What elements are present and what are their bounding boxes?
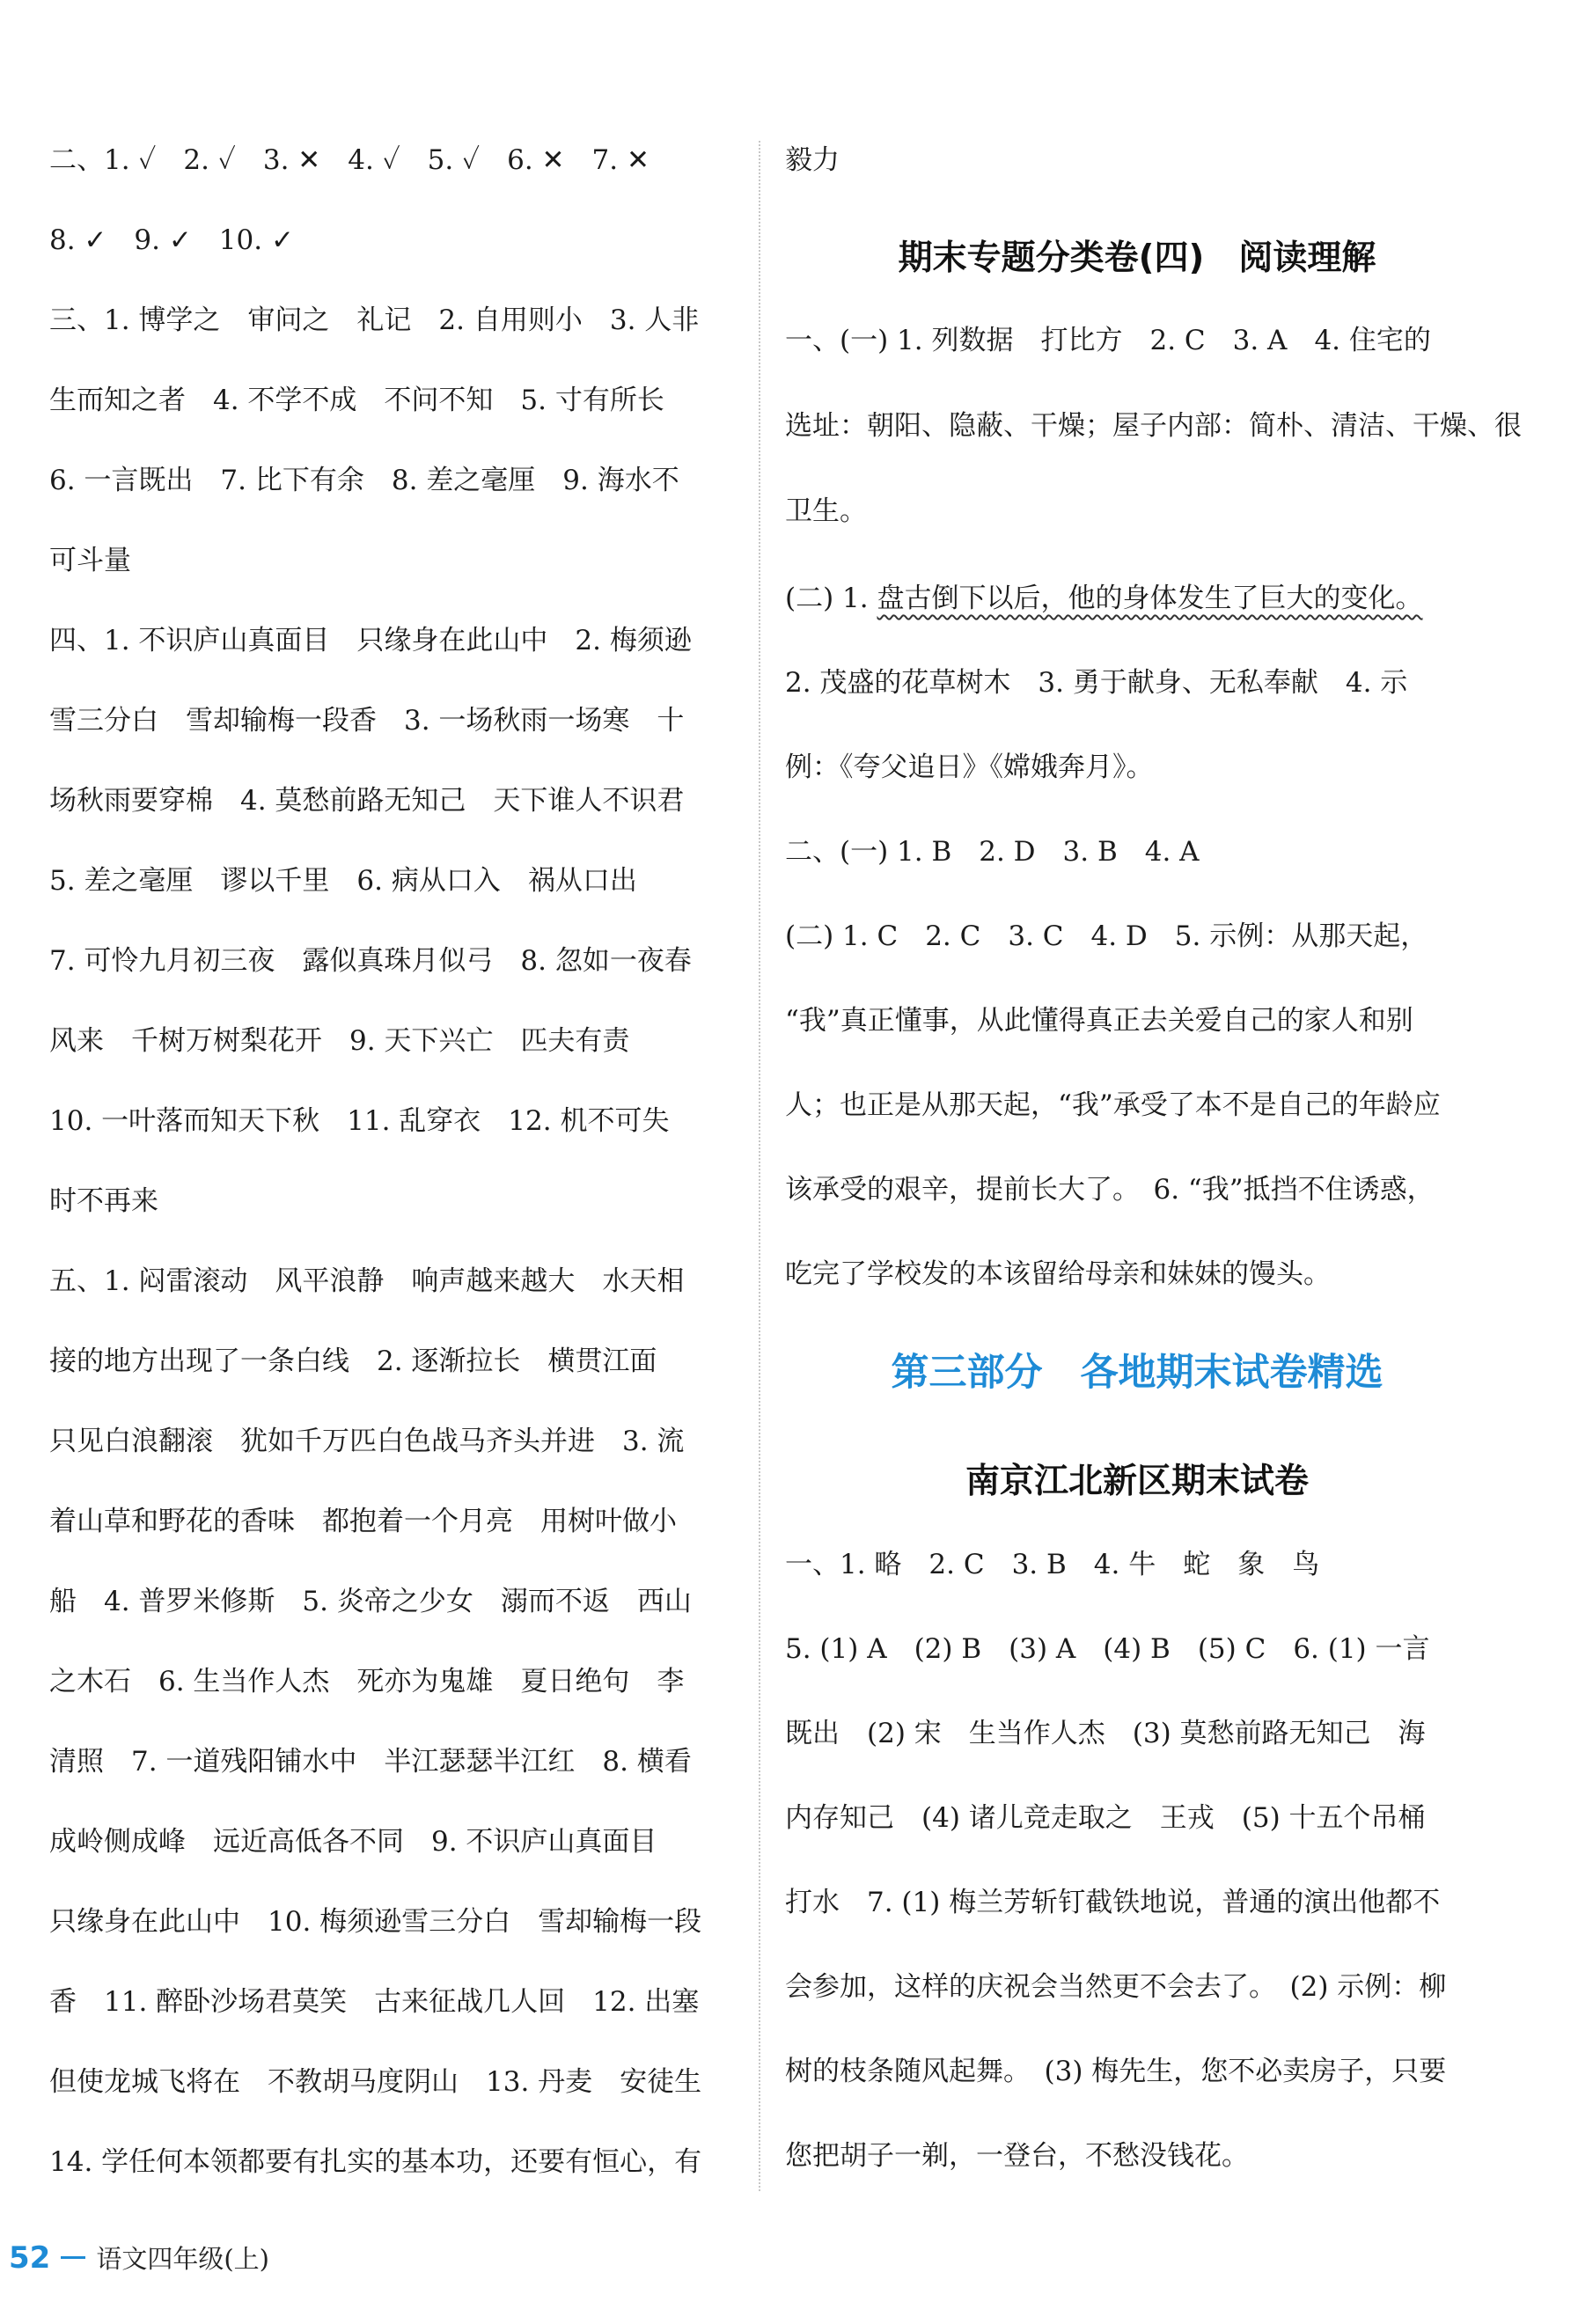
- answer-line: 一、1. 略 2. C 3. B 4. 牛 蛇 象 鸟: [785, 1549, 1320, 1580]
- answer-line: 清照 7. 一道残阳铺水中 半江瑟瑟半江红 8. 横看: [49, 1746, 692, 1778]
- answer-line: 一、(一) 1. 列数据 打比方 2. C 3. A 4. 住宅的: [785, 325, 1431, 356]
- continuation-line: 毅力: [785, 144, 840, 176]
- page-footer: [9, 2240, 269, 2276]
- answer-line: 会参加，这样的庆祝会当然更不会去了。 (2) 示例：柳: [785, 1971, 1447, 2003]
- answer-line: 卫生。: [785, 495, 867, 527]
- answer-line: 10. 一叶落而知天下秋 11. 乱穿衣 12. 机不可失: [49, 1105, 670, 1137]
- answer-line: “我”真正懂事，从此懂得真正去关爱自己的家人和别: [785, 1005, 1413, 1037]
- answer-line: 只缘身在此山中 10. 梅须逊雪三分白 雪却输梅一段: [49, 1906, 702, 1938]
- answer-line: 二、1. ✓ 2. ✓ 3. ✕ 4. ✓ 5. ✓ 6. ✕ 7. ✕: [49, 144, 650, 176]
- answer-line: 7. 可怜九月初三夜 露似真珠月似弓 8. 忽如一夜春: [49, 945, 692, 977]
- answer-line: 既出 (2) 宋 生当作人杰 (3) 莫愁前路无知己 海: [785, 1718, 1426, 1749]
- exam-heading: 南京江北新区期末试卷: [965, 1462, 1309, 1501]
- reading-section-heading: 期末专题分类卷(四) 阅读理解: [898, 238, 1376, 278]
- answer-line: 场秋雨要穿棉 4. 莫愁前路无知己 天下谁人不识君: [49, 785, 685, 817]
- answer-line: 6. 一言既出 7. 比下有余 8. 差之毫厘 9. 海水不: [49, 465, 679, 496]
- answer-line: 着山草和野花的香味 都抱着一个月亮 用树叶做小: [49, 1506, 677, 1537]
- answer-line: (二) 1. C 2. C 3. C 4. D 5. 示例：从那天起，: [785, 920, 1428, 952]
- answer-line: 但使龙城飞将在 不教胡马度阴山 13. 丹麦 安徒生: [49, 2066, 702, 2098]
- answer-line: 您把胡子一剃，一登台，不愁没钱花。: [785, 2140, 1249, 2172]
- answer-line: 可斗量: [49, 545, 131, 576]
- answer-line: 打水 7. (1) 梅兰芳斩钉截铁地说，普通的演出他都不: [785, 1887, 1441, 1918]
- footer-subject: 语文四年级(上): [96, 2244, 269, 2274]
- answer-line: 例：《夸父追日》《嫦娥奔月》。: [785, 751, 1154, 783]
- answer-line: 五、1. 闷雷滚动 风平浪静 响声越来越大 水天相: [49, 1265, 685, 1297]
- answer-line: 风来 千树万树梨花开 9. 天下兴亡 匹夫有责: [49, 1025, 630, 1057]
- answer-line: 5. (1) A (2) B (3) A (4) B (5) C 6. (1) 一言: [785, 1633, 1430, 1665]
- footer-dash: [61, 2256, 85, 2259]
- answer-line: 只见白浪翻滚 犹如千万匹白色战马齐头并进 3. 流: [49, 1426, 685, 1457]
- answer-line: 四、1. 不识庐山真面目 只缘身在此山中 2. 梅须逊: [49, 625, 692, 656]
- answer-line: 二、(一) 1. B 2. D 3. B 4. A: [785, 836, 1200, 868]
- answer-line: 之木石 6. 生当作人杰 死亦为鬼雄 夏日绝句 李: [49, 1666, 685, 1697]
- answer-line: 5. 差之毫厘 谬以千里 6. 病从口入 祸从口出: [49, 865, 637, 897]
- answer-line: 14. 学任何本领都要有扎实的基本功，还要有恒心，有: [49, 2146, 702, 2178]
- wavy-underlined-answer: 盘古倒下以后，他的身体发生了巨大的变化。: [877, 583, 1423, 614]
- answer-line: 时不再来: [49, 1185, 158, 1217]
- answer-line: 人；也正是从那天起，“我”承受了本不是自己的年龄应: [785, 1089, 1441, 1121]
- answer-line: 树的枝条随风起舞。 (3) 梅先生，您不必卖房子，只要: [785, 2056, 1447, 2087]
- answer-line: 接的地方出现了一条白线 2. 逐渐拉长 横贯江面: [49, 1345, 657, 1377]
- answer-prefix: (二) 1.: [785, 583, 877, 614]
- answer-line: 雪三分白 雪却输梅一段香 3. 一场秋雨一场寒 十: [49, 705, 685, 737]
- page-number: 52: [9, 2240, 51, 2276]
- answer-line: 该承受的艰辛，提前长大了。 6. “我”抵挡不住诱惑，: [785, 1174, 1435, 1206]
- answer-line: 成岭侧成峰 远近高低各不同 9. 不识庐山真面目: [49, 1826, 657, 1858]
- answer-line: 选址：朝阳、隐蔽、干燥；屋子内部：简朴、清洁、干燥、很: [785, 410, 1522, 442]
- answer-line: 船 4. 普罗米修斯 5. 炎帝之少女 溺而不返 西山: [49, 1586, 692, 1617]
- answer-line: 吃完了学校发的本该留给母亲和妹妹的馒头。: [785, 1258, 1331, 1290]
- answer-line: 2. 茂盛的花草树木 3. 勇于献身、无私奉献 4. 示: [785, 667, 1408, 699]
- answer-line-underlined: [785, 585, 1422, 612]
- answer-line: 生而知之者 4. 不学不成 不问不知 5. 寸有所长: [49, 385, 664, 416]
- answer-line: 三、1. 博学之 审问之 礼记 2. 自用则小 3. 人非: [49, 304, 700, 336]
- part-three-title: 第三部分 各地期末试卷精选: [891, 1351, 1384, 1395]
- answer-line: 8. ✓ 9. ✓ 10. ✓: [49, 224, 294, 256]
- answer-line: 香 11. 醉卧沙场君莫笑 古来征战几人回 12. 出塞: [49, 1986, 700, 2018]
- column-divider: [759, 141, 760, 2191]
- answer-line: 内存知己 (4) 诸儿竞走取之 王戎 (5) 十五个吊桶: [785, 1802, 1426, 1834]
